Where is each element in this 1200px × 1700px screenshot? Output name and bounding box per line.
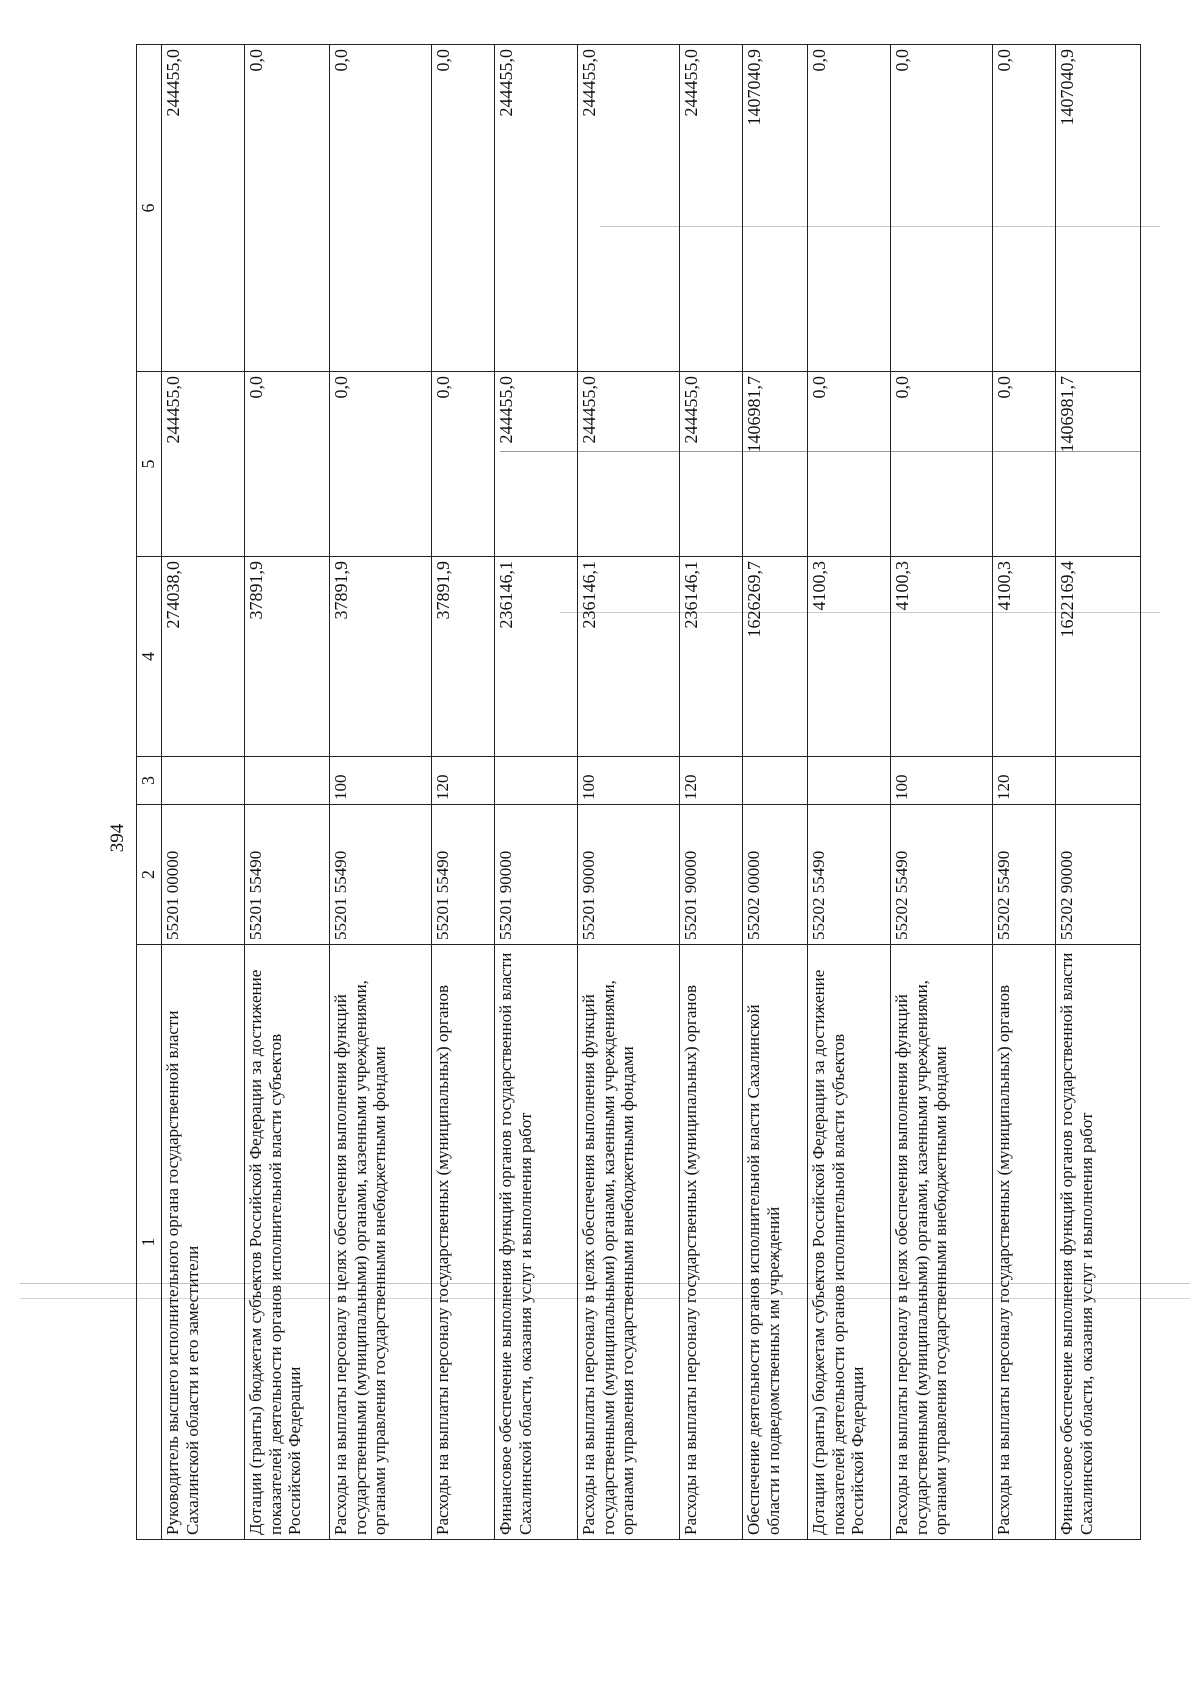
budget-table-frame [136,45,1096,1540]
row-value-col4: 1626269,7 [743,557,808,757]
header-row [137,45,162,1540]
budget-table [136,44,1141,1540]
row-type [245,757,330,805]
row-type: 120 [993,757,1056,805]
row-value-col4: 4100,3 [891,557,993,757]
table-row [245,45,330,1540]
row-name: Руководитель высшего исполнительного органа государственной власти Сахалинской области и его заместители [162,945,245,1540]
row-code: 55202 55490 [891,805,993,945]
table-row [578,45,680,1540]
row-name: Обеспечение деятельности органов исполнительной власти Сахалинской области и подведомственных им учреждений [743,945,808,1540]
row-name: Расходы на выплаты персоналу государственных (муниципальных) органов [993,945,1056,1540]
row-value-col6: 0,0 [245,45,330,372]
row-value-col4: 1622169,4 [1056,557,1141,757]
row-name: Расходы на выплаты персоналу в целях обеспечения выполнения функций государственными (муниципальными) органами, казенными учреждениями, органами управления государственными внебюджетными фондами [330,945,432,1540]
row-type [808,757,891,805]
row-code: 55202 55490 [808,805,891,945]
table-row [808,45,891,1540]
row-value-col4: 236146,1 [680,557,743,757]
row-code: 55201 55490 [245,805,330,945]
row-value-col5: 0,0 [808,372,891,557]
row-type [495,757,578,805]
header-col-1: 1 [137,945,162,1540]
row-value-col4: 37891,9 [330,557,432,757]
header-col-5: 5 [137,372,162,557]
row-value-col6: 244455,0 [162,45,245,372]
row-value-col4: 37891,9 [245,557,330,757]
row-value-col6: 1407040,9 [1056,45,1141,372]
row-value-col5: 244455,0 [162,372,245,557]
row-type: 100 [891,757,993,805]
table-row [743,45,808,1540]
row-name: Дотации (гранты) бюджетам субъектов Российской Федерации за достижение показателей деятельности органов исполнительной власти субъектов Российской Федерации [808,945,891,1540]
row-value-col5: 1406981,7 [743,372,808,557]
table-row [1056,45,1141,1540]
row-type [162,757,245,805]
header-col-4: 4 [137,557,162,757]
row-name: Расходы на выплаты персоналу государственных (муниципальных) органов [680,945,743,1540]
page-number: 394 [107,823,128,853]
row-value-col6: 0,0 [808,45,891,372]
header-col-2: 2 [137,805,162,945]
row-value-col6: 0,0 [432,45,495,372]
row-name: Расходы на выплаты персоналу государственных (муниципальных) органов [432,945,495,1540]
header-col-6: 6 [137,45,162,372]
row-code: 55202 00000 [743,805,808,945]
row-type [743,757,808,805]
row-value-col4: 4100,3 [993,557,1056,757]
row-value-col5: 0,0 [245,372,330,557]
row-type: 100 [330,757,432,805]
row-value-col5: 1406981,7 [1056,372,1141,557]
row-code: 55201 55490 [432,805,495,945]
row-name: Расходы на выплаты персоналу в целях обеспечения выполнения функций государственными (муниципальными) органами, казенными учреждениями, органами управления государственными внебюджетными фондами [578,945,680,1540]
row-value-col6: 1407040,9 [743,45,808,372]
row-code: 55201 90000 [495,805,578,945]
table-row [432,45,495,1540]
row-value-col5: 244455,0 [578,372,680,557]
row-value-col4: 37891,9 [432,557,495,757]
table-row [993,45,1056,1540]
row-code: 55201 90000 [578,805,680,945]
row-type [1056,757,1141,805]
row-value-col4: 236146,1 [578,557,680,757]
row-name: Финансовое обеспечение выполнения функций органов государственной власти Сахалинской области, оказания услуг и выполнения работ [1056,945,1141,1540]
row-value-col5: 244455,0 [680,372,743,557]
row-value-col6: 0,0 [891,45,993,372]
row-code: 55201 55490 [330,805,432,945]
row-value-col6: 244455,0 [578,45,680,372]
row-type: 120 [432,757,495,805]
row-value-col4: 274038,0 [162,557,245,757]
row-code: 55201 90000 [680,805,743,945]
table-row [495,45,578,1540]
row-name: Финансовое обеспечение выполнения функций органов государственной власти Сахалинской области, оказания услуг и выполнения работ [495,945,578,1540]
row-code: 55202 90000 [1056,805,1141,945]
table-row [680,45,743,1540]
row-name: Расходы на выплаты персоналу в целях обеспечения выполнения функций государственными (муниципальными) органами, казенными учреждениями, органами управления государственными внебюджетными фондами [891,945,993,1540]
row-value-col5: 0,0 [891,372,993,557]
row-value-col6: 0,0 [330,45,432,372]
row-value-col6: 244455,0 [495,45,578,372]
table-row [891,45,993,1540]
row-type: 100 [578,757,680,805]
row-value-col4: 236146,1 [495,557,578,757]
row-name: Дотации (гранты) бюджетам субъектов Российской Федерации за достижение показателей деятельности органов исполнительной власти субъектов Российской Федерации [245,945,330,1540]
row-value-col5: 0,0 [432,372,495,557]
header-col-3: 3 [137,757,162,805]
row-code: 55201 00000 [162,805,245,945]
row-value-col5: 0,0 [330,372,432,557]
row-type: 120 [680,757,743,805]
row-code: 55202 55490 [993,805,1056,945]
row-value-col5: 244455,0 [495,372,578,557]
row-value-col4: 4100,3 [808,557,891,757]
row-value-col5: 0,0 [993,372,1056,557]
table-row [330,45,432,1540]
table-row [162,45,245,1540]
row-value-col6: 244455,0 [680,45,743,372]
row-value-col6: 0,0 [993,45,1056,372]
